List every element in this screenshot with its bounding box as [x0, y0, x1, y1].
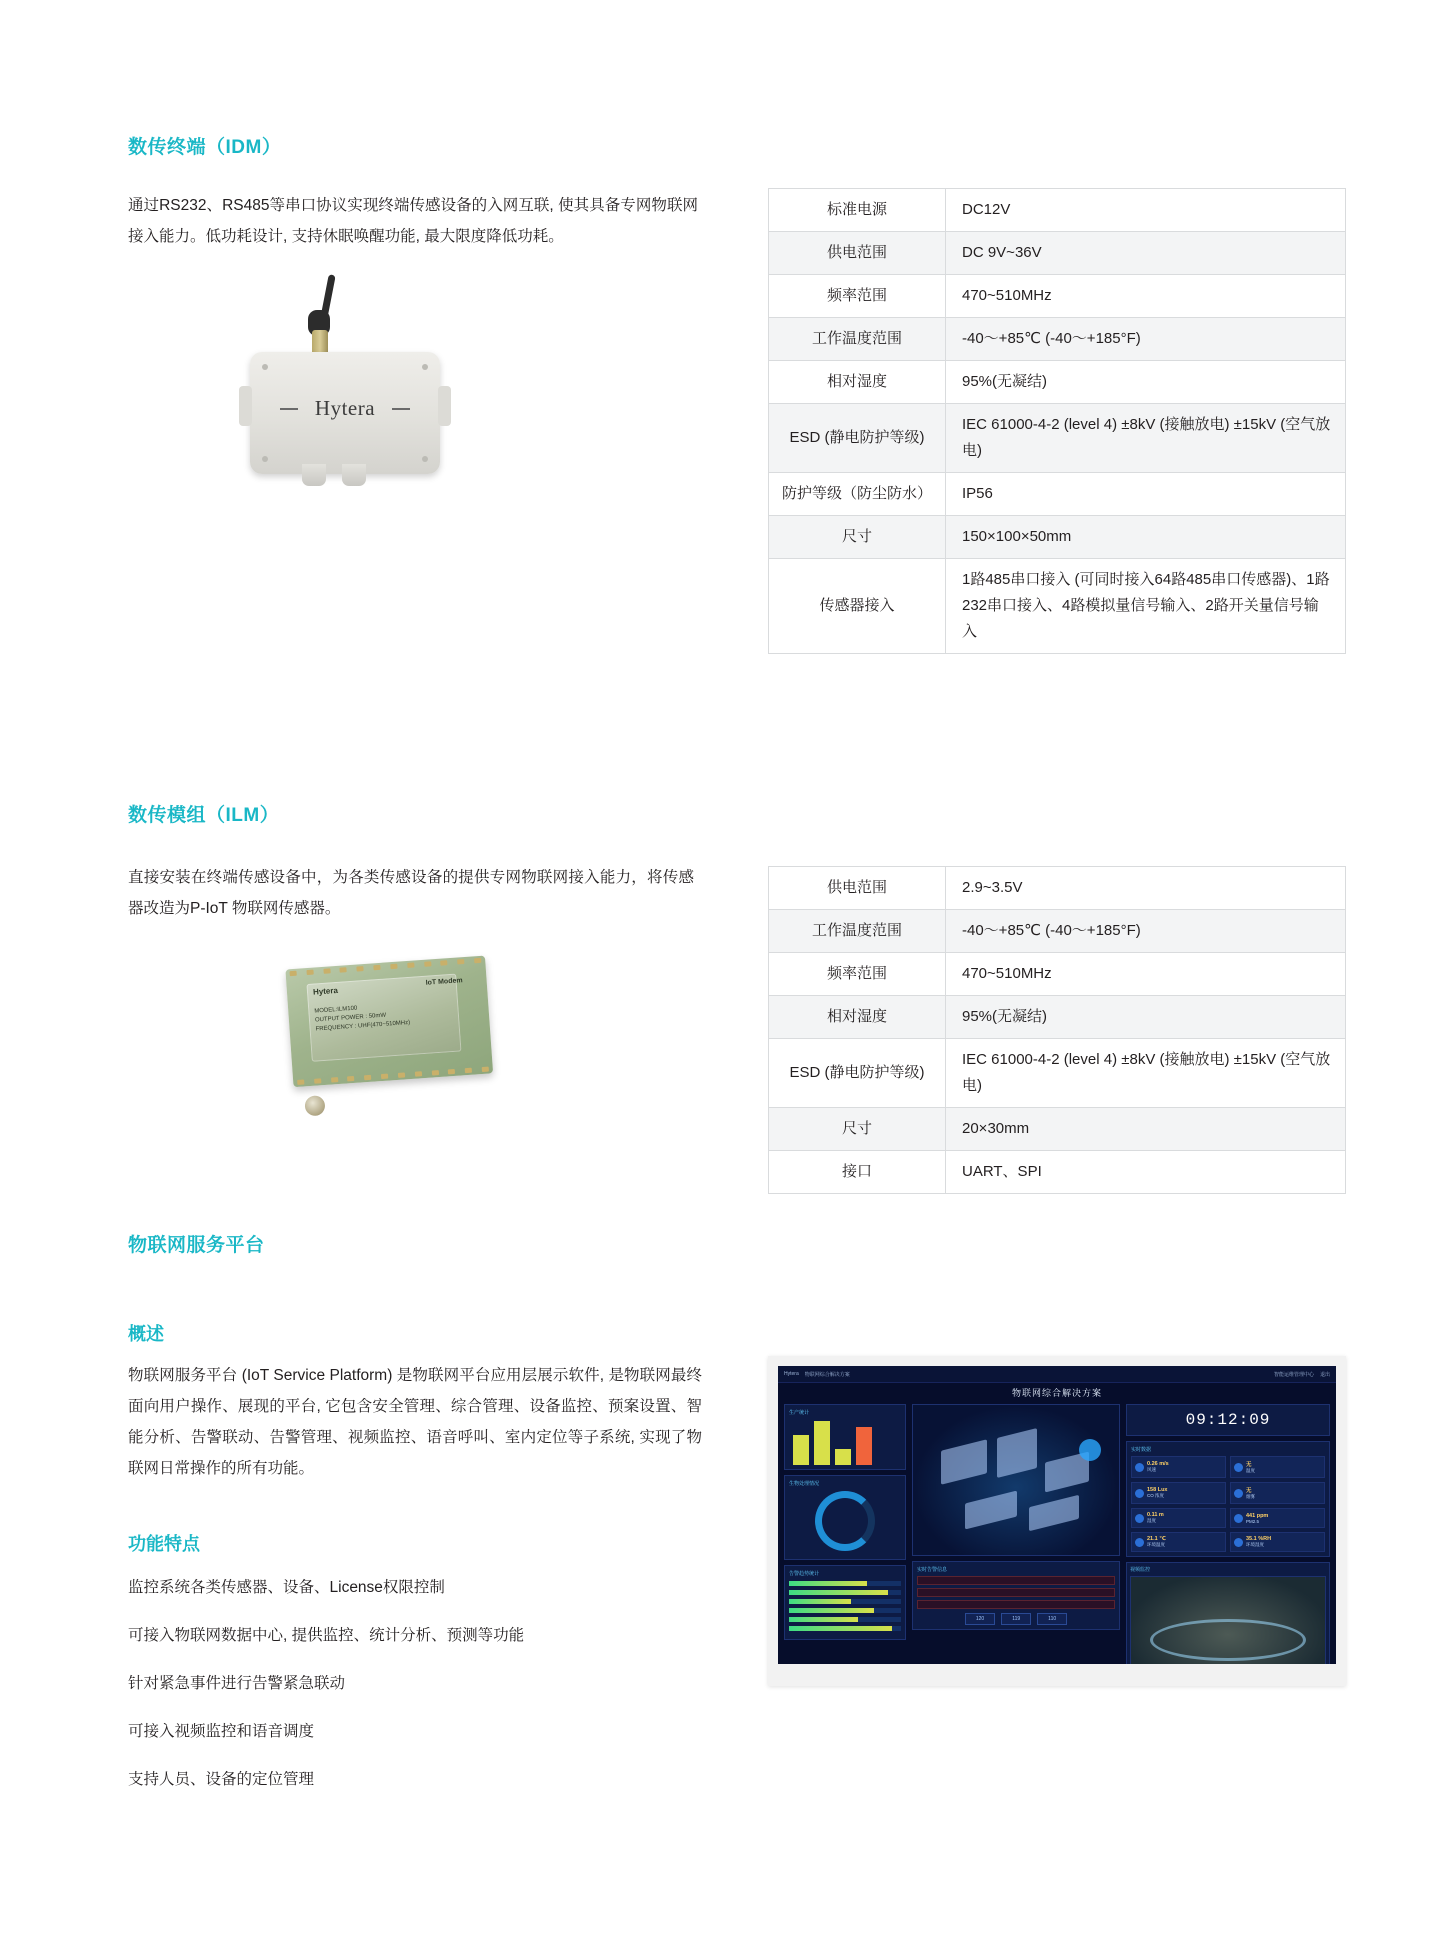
spec-key: ESD (静电防护等级) [769, 1039, 946, 1108]
sensor-icon [1234, 1463, 1243, 1472]
kpi-card [1230, 1532, 1325, 1552]
spec-key: 供电范围 [769, 867, 946, 910]
progress-bar [789, 1626, 901, 1631]
spec-value: DC12V [946, 189, 1346, 232]
spec-key: 标准电源 [769, 189, 946, 232]
spec-value: UART、SPI [946, 1151, 1346, 1194]
video-feed[interactable] [1130, 1576, 1326, 1664]
kpi-value: 158 Lux [1147, 1487, 1168, 1493]
sensor-icon [1135, 1463, 1144, 1472]
kpi-value: 441 ppm [1246, 1512, 1269, 1519]
sensor-icon [1135, 1514, 1144, 1523]
spec-key: 相对湿度 [769, 996, 946, 1039]
sensor-icon [1135, 1489, 1144, 1498]
ilm-rf-connector-icon [304, 1095, 325, 1116]
scene-3d-view[interactable] [912, 1404, 1120, 1556]
platform-main-title: 物联网综合解决方案 [1011, 1388, 1102, 1398]
ilm-spec-print: MODEL:ILM100 OUTPUT POWER : 50mW FREQUENCY : UHF(470~510MHz) [314, 1005, 411, 1033]
emergency-button-119[interactable]: 119 [1001, 1613, 1031, 1625]
kpi-label: CO 浓度 [1147, 1493, 1165, 1498]
ilm-brand-label: Hytera [312, 985, 339, 997]
kpi-label: 环境温度 [1147, 1542, 1165, 1547]
kpi-card [1131, 1508, 1226, 1528]
emergency-button-row [917, 1613, 1115, 1625]
platform-screen [778, 1366, 1336, 1664]
table-row [769, 1151, 1346, 1194]
panel-bio-process [784, 1475, 906, 1560]
spec-key: 工作温度范围 [769, 910, 946, 953]
kpi-card [1230, 1508, 1325, 1528]
spec-key: 接口 [769, 1151, 946, 1194]
kpi-card [1131, 1482, 1226, 1504]
donut-chart [815, 1491, 875, 1551]
spec-value: 2.9~3.5V [946, 867, 1346, 910]
sensor-icon [1234, 1538, 1243, 1547]
sensor-icon [1234, 1489, 1243, 1498]
brand-dash-right [392, 408, 410, 410]
table-row [769, 1039, 1346, 1108]
spec-key: 尺寸 [769, 516, 946, 559]
idm-device-illustration [228, 272, 478, 522]
table-row [769, 189, 1346, 232]
platform-screenshot [768, 1356, 1346, 1686]
spec-value: DC 9V~36V [946, 232, 1346, 275]
spec-value: IP56 [946, 473, 1346, 516]
ilm-module-illustration [285, 955, 504, 1109]
table-row [769, 1108, 1346, 1151]
alarm-row [917, 1600, 1115, 1609]
idm-brand-label: Hytera [314, 396, 376, 420]
panel-title: 生产统计 [789, 1410, 810, 1416]
ilm-pcb [285, 956, 493, 1088]
progress-bar [789, 1590, 901, 1595]
panel-title: 实时数据 [1131, 1447, 1152, 1453]
cable-gland-icon [342, 464, 366, 486]
feature-item: 支持人员、设备的定位管理 [128, 1771, 315, 1788]
table-row [769, 910, 1346, 953]
spec-value: -40〜+85℃ (-40〜+185°F) [946, 318, 1346, 361]
platform-topbar-brand: Hytera [784, 1371, 799, 1377]
table-row [769, 232, 1346, 275]
paragraph-idm: 通过RS232、RS485等串口协议实现终端传感设备的入网互联, 使其具备专网物联网接入能力。低功耗设计, 支持休眠唤醒功能, 最大限度降低功耗。 [128, 197, 698, 245]
panel-title: 生物处理情况 [789, 1481, 820, 1487]
kpi-value: 无 [1246, 1488, 1252, 1494]
feature-item: 可接入物联网数据中心, 提供监控、统计分析、预测等功能 [128, 1627, 525, 1644]
kpi-value: 35.1 %RH [1246, 1536, 1272, 1542]
spec-key: 频率范围 [769, 275, 946, 318]
paragraph-overview: 物联网服务平台 (IoT Service Platform) 是物联网平台应用层展示软件, 是物联网最终面向用户操作、展现的平台, 它包含安全管理、综合管理、设备监控、预案设置、智能分析、告警联动、告警管理、视频监控、语音呼叫、室内定位等子系统, 实现了物联网日常操作的所有功能。 [128, 1367, 702, 1477]
spec-key: 供电范围 [769, 232, 946, 275]
screw-icon [262, 364, 268, 370]
bar-chart [789, 1419, 901, 1465]
screw-icon [262, 456, 268, 462]
screw-icon [422, 364, 428, 370]
panel-alarm-trend [784, 1565, 906, 1640]
emergency-button-120[interactable]: 120 [965, 1613, 995, 1625]
spec-value: IEC 61000-4-2 (level 4) ±8kV (接触放电) ±15kV (空气放电) [946, 404, 1346, 473]
spec-value: -40〜+85℃ (-40〜+185°F) [946, 910, 1346, 953]
panel-title: 视频监控 [1130, 1567, 1151, 1573]
platform-right-column [1126, 1404, 1330, 1658]
spec-value: 20×30mm [946, 1108, 1346, 1151]
spec-value: 470~510MHz [946, 275, 1346, 318]
kpi-card [1230, 1456, 1325, 1478]
kpi-value: 无 [1246, 1462, 1252, 1468]
panel-title: 实时告警信息 [917, 1567, 948, 1573]
section-heading-ilm: 数传模组（ILM） [128, 805, 280, 826]
progress-bar [789, 1581, 901, 1586]
section-heading-idm: 数传终端（IDM） [128, 137, 282, 158]
table-row [769, 318, 1346, 361]
kpi-value: 0.26 m/s [1147, 1461, 1169, 1467]
kpi-grid [1131, 1456, 1325, 1552]
progress-bar [789, 1617, 901, 1622]
panel-video-surveillance [1126, 1562, 1330, 1664]
clock-display: 09:12:09 [1126, 1404, 1330, 1436]
spec-key: 尺寸 [769, 1108, 946, 1151]
spec-value: 95%(无凝结) [946, 361, 1346, 404]
feature-item: 监控系统各类传感器、设备、License权限控制 [128, 1579, 445, 1596]
video-path-overlay [1150, 1619, 1305, 1661]
spec-key: 频率范围 [769, 953, 946, 996]
spec-value: 150×100×50mm [946, 516, 1346, 559]
feature-item: 可接入视频监控和语音调度 [128, 1723, 315, 1740]
ilm-type-label: IoT Modem [425, 977, 463, 987]
spec-table-idm [768, 188, 1346, 654]
spec-key: 传感器接入 [769, 559, 946, 654]
alarm-row [917, 1588, 1115, 1597]
subheading-features: 功能特点 [128, 1534, 200, 1554]
spec-key: 防护等级（防尘防水） [769, 473, 946, 516]
panel-realtime-alarm [912, 1561, 1120, 1630]
ilm-pad-row-bottom [297, 1067, 489, 1085]
platform-logout-link[interactable]: 退出 [1319, 1371, 1330, 1378]
progress-bar [789, 1608, 901, 1613]
platform-middle-column [912, 1404, 1120, 1658]
emergency-button-110[interactable]: 110 [1037, 1613, 1067, 1625]
kpi-label: 湿度 [1147, 1518, 1156, 1523]
kpi-value: 21.1 ℃ [1147, 1536, 1166, 1542]
spec-key: 相对湿度 [769, 361, 946, 404]
kpi-label: 风速 [1147, 1467, 1156, 1472]
kpi-value: 0.11 m [1147, 1512, 1164, 1518]
table-row [769, 361, 1346, 404]
kpi-label: 烟雾 [1246, 1494, 1255, 1499]
table-row [769, 953, 1346, 996]
kpi-label: 温度 [1246, 1468, 1255, 1473]
screw-icon [422, 456, 428, 462]
sensor-icon [1234, 1514, 1243, 1523]
idm-enclosure [250, 352, 440, 474]
subheading-overview: 概述 [128, 1324, 164, 1344]
panel-realtime-data [1126, 1441, 1330, 1557]
section-heading-platform: 物联网服务平台 [128, 1235, 265, 1256]
spec-key: 工作温度范围 [769, 318, 946, 361]
spec-table-ilm [768, 866, 1346, 1194]
table-row [769, 473, 1346, 516]
spec-value: 470~510MHz [946, 953, 1346, 996]
kpi-card [1230, 1482, 1325, 1504]
cable-gland-icon [302, 464, 326, 486]
table-row [769, 516, 1346, 559]
alarm-row [917, 1576, 1115, 1585]
table-row [769, 867, 1346, 910]
spec-value: IEC 61000-4-2 (level 4) ±8kV (接触放电) ±15kV (空气放电) [946, 1039, 1346, 1108]
kpi-card [1131, 1532, 1226, 1552]
table-row [769, 559, 1346, 654]
feature-item: 针对紧急事件进行告警紧急联动 [128, 1675, 346, 1692]
platform-left-column [784, 1404, 906, 1658]
sensor-icon [1135, 1538, 1144, 1547]
table-row [769, 404, 1346, 473]
platform-topbar-right: 智能运维管理中心 [1273, 1371, 1314, 1378]
spec-value: 1路485串口接入 (可同时接入64路485串口传感器)、1路232串口接入、4路模拟量信号输入、2路开关量信号输入 [946, 559, 1346, 654]
panel-production-stats [784, 1404, 906, 1470]
kpi-label: 环境湿度 [1246, 1542, 1264, 1547]
platform-topbar [778, 1366, 1336, 1383]
progress-bar [789, 1599, 901, 1604]
kpi-card [1131, 1456, 1226, 1478]
kpi-label: PM2.5 [1246, 1518, 1260, 1524]
spec-value: 95%(无凝结) [946, 996, 1346, 1039]
platform-topbar-title: 物联网综合解决方案 [804, 1371, 850, 1378]
table-row [769, 275, 1346, 318]
paragraph-ilm: 直接安装在终端传感设备中，为各类传感设备的提供专网物联网接入能力，将传感器改造为P-IoT 物联网传感器。 [128, 869, 694, 917]
panel-title: 告警趋势统计 [789, 1571, 820, 1577]
table-row [769, 996, 1346, 1039]
spec-key: ESD (静电防护等级) [769, 404, 946, 473]
